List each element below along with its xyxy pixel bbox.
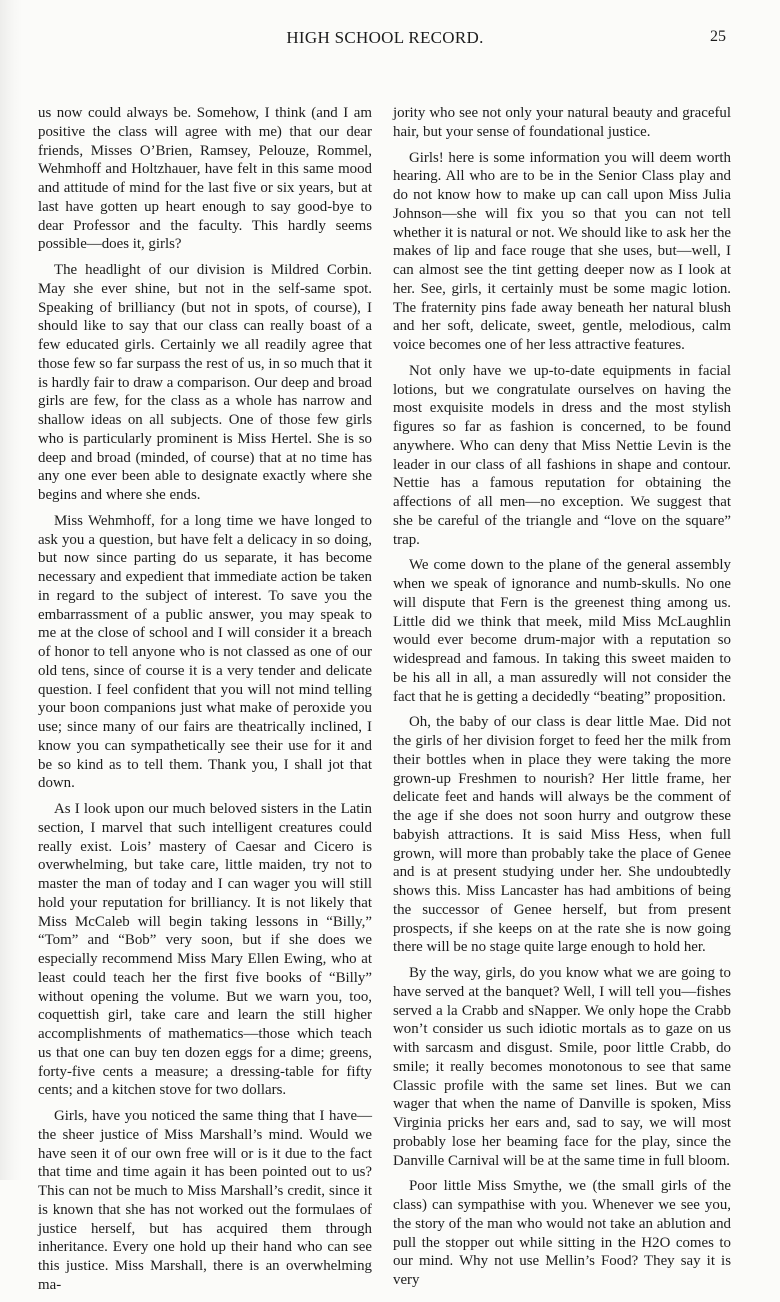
paragraph: Girls, have you noticed the same thing that I have—the sheer justice of Miss Marshall’s mind. Would we have seen it of our own free will or is it due to the fact that time and time again it has been pointed out to us? This can not be much to Miss Marshall’s credit, since it is known that she has not worked out the formulaes of justice herself, but has acquired them through inheritance. Every one hold up their hand who can see this justice. Miss Marshall, there is an overwhelming ma- (38, 1108, 372, 1293)
paragraph: Girls! here is some information you will deem worth hearing. All who are to be in the Senior Class play and do not know how to make up can call upon Miss Julia Johnson—she will fix you so that you can not tell whether it is natural or not. We should like to ask her the makes of lip and face rouge that she uses, but—well, I can almost see the tint getting deeper now as I look at her. See, girls, it certainly must be some magic lotion. The fraternity pins fade away beneath her natural blush and her soft, delicate, sweet, gentle, melodious, calm voice becomes one of her less attractive features. (393, 149, 731, 353)
paragraph: jority who see not only your natural beauty and graceful hair, but your sense of foundational justice. (393, 105, 731, 140)
page-number: 25 (710, 28, 726, 45)
paragraph: Oh, the baby of our class is dear little Mae. Did not the girls of her division forget to feed her the milk from their bottles when in place they were taking the more grown-up Freshmen to nourish? Her little frame, her delicate feet and hands will always be the comment of the age if she does not soon hurry and outgrow these babyish attractions. It is said Miss Hess, when full grown, will more than probably take the place of Genee and is at present studying under her. She undoubtedly shows this. Miss Lancaster has had ambitions of being the successor of Genee herself, but from present prospects, if she keeps on at the rate she is now going there will be no stage quite large enough to hold her. (393, 714, 731, 956)
paragraph: us now could always be. Somehow, I think (and I am positive the class will agree with me) that our dear friends, Misses O’Brien, Ramsey, Pelouze, Rommel, Wehmhoff and Holtzhauer, have felt in this same mood and attitude of mind for the last five or six years, but at last have gotten up heart enough to say good-bye to dear Professor and the faculty. This hardly seems possible—does it, girls? (38, 105, 372, 253)
left-column (38, 104, 372, 1302)
paragraph: As I look upon our much beloved sisters in the Latin section, I marvel that such intelligent creatures could really exist. Lois’ mastery of Caesar and Cicero is overwhelming, but take care, little maiden, try not to master the man of today and I can wager you will still hold your reputation for brilliancy. It is not likely that Miss McCaleb will begin taking lessons in “Billy,” “Tom” and “Bob” very soon, but if she does we especially recommend Miss Mary Ellen Ewing, who at least could teach her the first five books of “Billy” without opening the volume. But we warn you, too, coquettish girl, take care and learn the still higher accomplishments of mathematics—those which teach us that one can buy ten dozen eggs for a dime; greens, forty-five cents a measure; a dressing-table for fifty cents; and a kitchen stove for two dollars. (38, 801, 372, 1099)
paragraph: Poor little Miss Smythe, we (the small girls of the class) can sympathise with you. Whenever we see you, the story of the man who would not take an ablution and pull the stopper out while sitting in the H2O comes to our mind. Why not use Mellin’s Food? They say it is very (393, 1178, 731, 1288)
page-edge-shadow (0, 0, 22, 1180)
paragraph: The headlight of our division is Mildred Corbin. May she ever shine, but not in the self-same spot. Speaking of brilliancy (but not in spots, of course), I should like to say that our class can really boast of a few educated girls. Certainly we all readily agree that those few so far surpass the rest of us, in so much that it is hardly fair to draw a comparison. Our deep and broad girls are few, for the class as a whole has narrow and shallow ideas on all subjects. One of those few girls who is particularly prominent is Miss Hertel. She is so deep and broad (minded, of course) that at no time has any one ever been able to designate exactly where she begins and where she ends. (38, 262, 372, 503)
running-head (0, 26, 780, 50)
paragraph: By the way, girls, do you know what we are going to have served at the banquet? Well, I will tell you—fishes served a la Crabb and sNapper. We only hope the Crabb won’t consider us such idiotic mortals as to gaze on us with sarcasm and disgust. Smile, poor little Crabb, do smile; it really becomes monotonous to see that same Classic profile with the same set lines. But we can wager that when the name of Danville is spoken, Miss Virginia pricks her ears and, sad to say, we will most probably lose her beaming face for the play, since the Danville Carnival will be at the same time in full bloom. (393, 965, 731, 1169)
paragraph: Miss Wehmhoff, for a long time we have longed to ask you a question, but have felt a delicacy in so doing, but now since parting do us separate, it has become necessary and expedient that immediate action be taken in regard to the subject of interest. To save you the embarrassment of a public answer, you may speak to me at the close of school and I will consider it a breach of honor to tell anyone who is not classed as one of our old tens, since of course it is a very tender and delicate question. I feel confident that you will not mind telling your boon companions just what make of peroxide you use; since many of our fairs are theatrically inclined, I know you can sympathetically see their use for it and be so kind as to tell them. Thank you, I shall jot that down. (38, 512, 372, 792)
paragraph: Not only have we up-to-date equipments in facial lotions, but we congratulate ourselves on having the most exquisite models in dress and the most stylish figures so far as fashion is concerned, to be found anywhere. Who can deny that Miss Nettie Levin is the leader in our class of all fashions in shape and contour. Nettie has a famous reputation for obtaining the affections of all men—no exception. We suggest that she be careful of the triangle and “love on the square” trap. (393, 362, 731, 548)
publication-title: HIGH SCHOOL RECORD. (286, 28, 484, 47)
paragraph: We come down to the plane of the general assembly when we speak of ignorance and numb-skulls. No one will dispute that Fern is the greenest thing among us. Little did we think that meek, mild Miss McLaughlin would ever become drum-major with a reputation so widespread and famous. In taking this sweet maiden to be his all in all, a man assuredly will not consider the fact that he is getting a decidedly “beating” proposition. (393, 557, 731, 705)
right-column (393, 104, 731, 1297)
